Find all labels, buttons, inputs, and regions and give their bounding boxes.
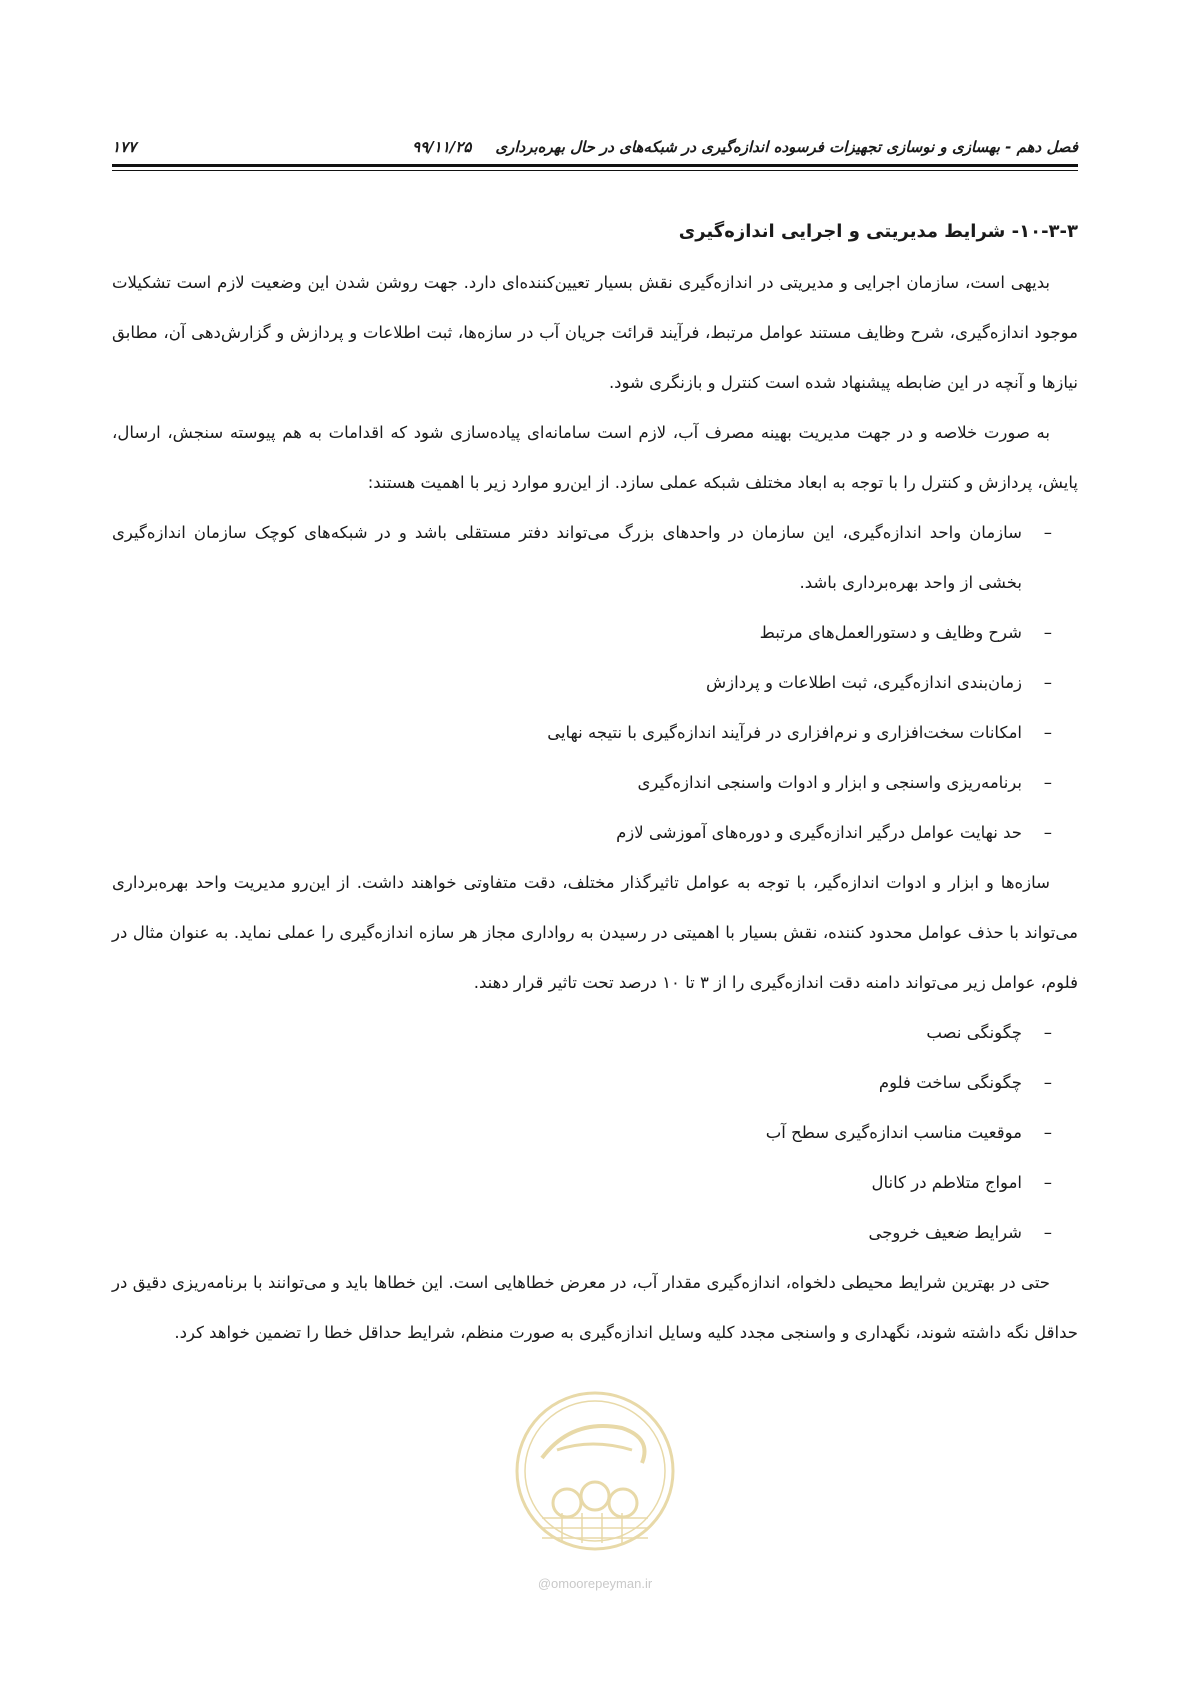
list-item: – چگونگی ساخت فلوم bbox=[112, 1058, 1052, 1108]
dash-marker: – bbox=[1043, 1123, 1052, 1142]
list-item: – زمان‌بندی اندازه‌گیری، ثبت اطلاعات و پردازش bbox=[112, 658, 1052, 708]
header-rule-thin bbox=[112, 170, 1078, 171]
dash-marker: – bbox=[1043, 1223, 1052, 1242]
page-header bbox=[112, 128, 1078, 156]
list-item: – موقعیت مناسب اندازه‌گیری سطح آب bbox=[112, 1108, 1052, 1158]
list-item: – چگونگی نصب bbox=[112, 1008, 1052, 1058]
paragraph-1: بدیهی است، سازمان اجرایی و مدیریتی در اندازه‌گیری نقش بسیار تعیین‌کننده‌ای دارد. جهت روشن شدن این وضعیت لازم است تشکیلات موجود اندازه‌گیری، شرح وظایف مستند عوامل مرتبط، فرآیند قرائت جریان آب در سازه‌ها، ثبت اطلاعات و پردازش و گزارش‌دهی آن، مطابق نیازها و آنچه در این ضابطه پیشنهاد شده است کنترل و بازنگری شود. bbox=[112, 273, 1078, 392]
paragraph-4: حتی در بهترین شرایط محیطی دلخواه، اندازه‌گیری مقدار آب، در معرض خطاهایی است. این خطاها باید و می‌توانند با برنامه‌ریزی دقیق در حداقل نگه داشته شوند، نگهداری و واسنجی مجدد کلیه وسایل اندازه‌گیری به صورت منظم، شرایط حداقل خطا را تضمین خواهد کرد. bbox=[112, 1273, 1078, 1342]
list-item: – امکانات سخت‌افزاری و نرم‌افزاری در فرآیند اندازه‌گیری با نتیجه نهایی bbox=[112, 708, 1052, 758]
bullet-list-1 bbox=[112, 508, 1078, 858]
chapter-title: فصل دهم - بهسازی و نوسازی تجهیزات فرسوده اندازه‌گیری در شبکه‌های در حال بهره‌برداری bbox=[495, 138, 1078, 156]
header-title-group bbox=[412, 138, 1078, 156]
header-date: ۹۹/۱۱/۲۵ bbox=[412, 138, 472, 156]
watermark-website: @omoorepeyman.ir bbox=[537, 1576, 653, 1591]
header-rule-thick bbox=[112, 164, 1078, 167]
dash-marker: – bbox=[1043, 523, 1052, 542]
list-item: – برنامه‌ریزی واسنجی و ابزار و ادوات واسنجی اندازه‌گیری bbox=[112, 758, 1052, 808]
watermark-logo bbox=[512, 1388, 678, 1554]
dash-marker: – bbox=[1043, 673, 1052, 692]
dash-marker: – bbox=[1043, 1173, 1052, 1192]
list-item: – امواج متلاطم در کانال bbox=[112, 1158, 1052, 1208]
dash-marker: – bbox=[1043, 1073, 1052, 1092]
section-heading: ۱۰-۳-۳- شرایط مدیریتی و اجرایی اندازه‌گیری bbox=[678, 221, 1078, 242]
bullet-list-2 bbox=[112, 1008, 1078, 1258]
paragraph-2: به صورت خلاصه و در جهت مدیریت بهینه مصرف آب، لازم است سامانه‌ای پیاده‌سازی شود که اقدامات به هم پیوسته سنجش، ارسال، پایش، پردازش و کنترل را با توجه به ابعاد مختلف شبکه عملی سازد. از این‌رو موارد زیر با اهمیت هستند: bbox=[112, 423, 1078, 492]
list-item: – شرایط ضعیف خروجی bbox=[112, 1208, 1052, 1258]
dash-marker: – bbox=[1043, 623, 1052, 642]
page-number: ۱۷۷ bbox=[112, 138, 137, 156]
dash-marker: – bbox=[1043, 1023, 1052, 1042]
dash-marker: – bbox=[1043, 723, 1052, 742]
list-item: – سازمان واحد اندازه‌گیری، این سازمان در واحدهای بزرگ می‌تواند دفتر مستقلی باشد و در شبکه‌های کوچک سازمان اندازه‌گیری بخشی از واحد بهره‌برداری باشد. bbox=[112, 508, 1052, 608]
list-item: – حد نهایت عوامل درگیر اندازه‌گیری و دوره‌های آموزشی لازم bbox=[112, 808, 1052, 858]
list-item: – شرح وظایف و دستورالعمل‌های مرتبط bbox=[112, 608, 1052, 658]
page-content bbox=[112, 212, 1078, 1358]
dash-marker: – bbox=[1043, 773, 1052, 792]
paragraph-3: سازه‌ها و ابزار و ادوات اندازه‌گیر، با توجه به عوامل تاثیرگذار مختلف، دقت متفاوتی خواهند داشت. از این‌رو مدیریت واحد بهره‌برداری می‌تواند با حذف عوامل محدود کننده، نقش بسیار با اهمیتی در رسیدن به رواداری مجاز هر سازه اندازه‌گیری را عملی نماید. به عنوان مثال در فلوم، عوامل زیر می‌تواند دامنه دقت اندازه‌گیری را از ۳ تا ۱۰ درصد تحت تاثیر قرار دهند. bbox=[112, 873, 1078, 992]
dash-marker: – bbox=[1043, 823, 1052, 842]
